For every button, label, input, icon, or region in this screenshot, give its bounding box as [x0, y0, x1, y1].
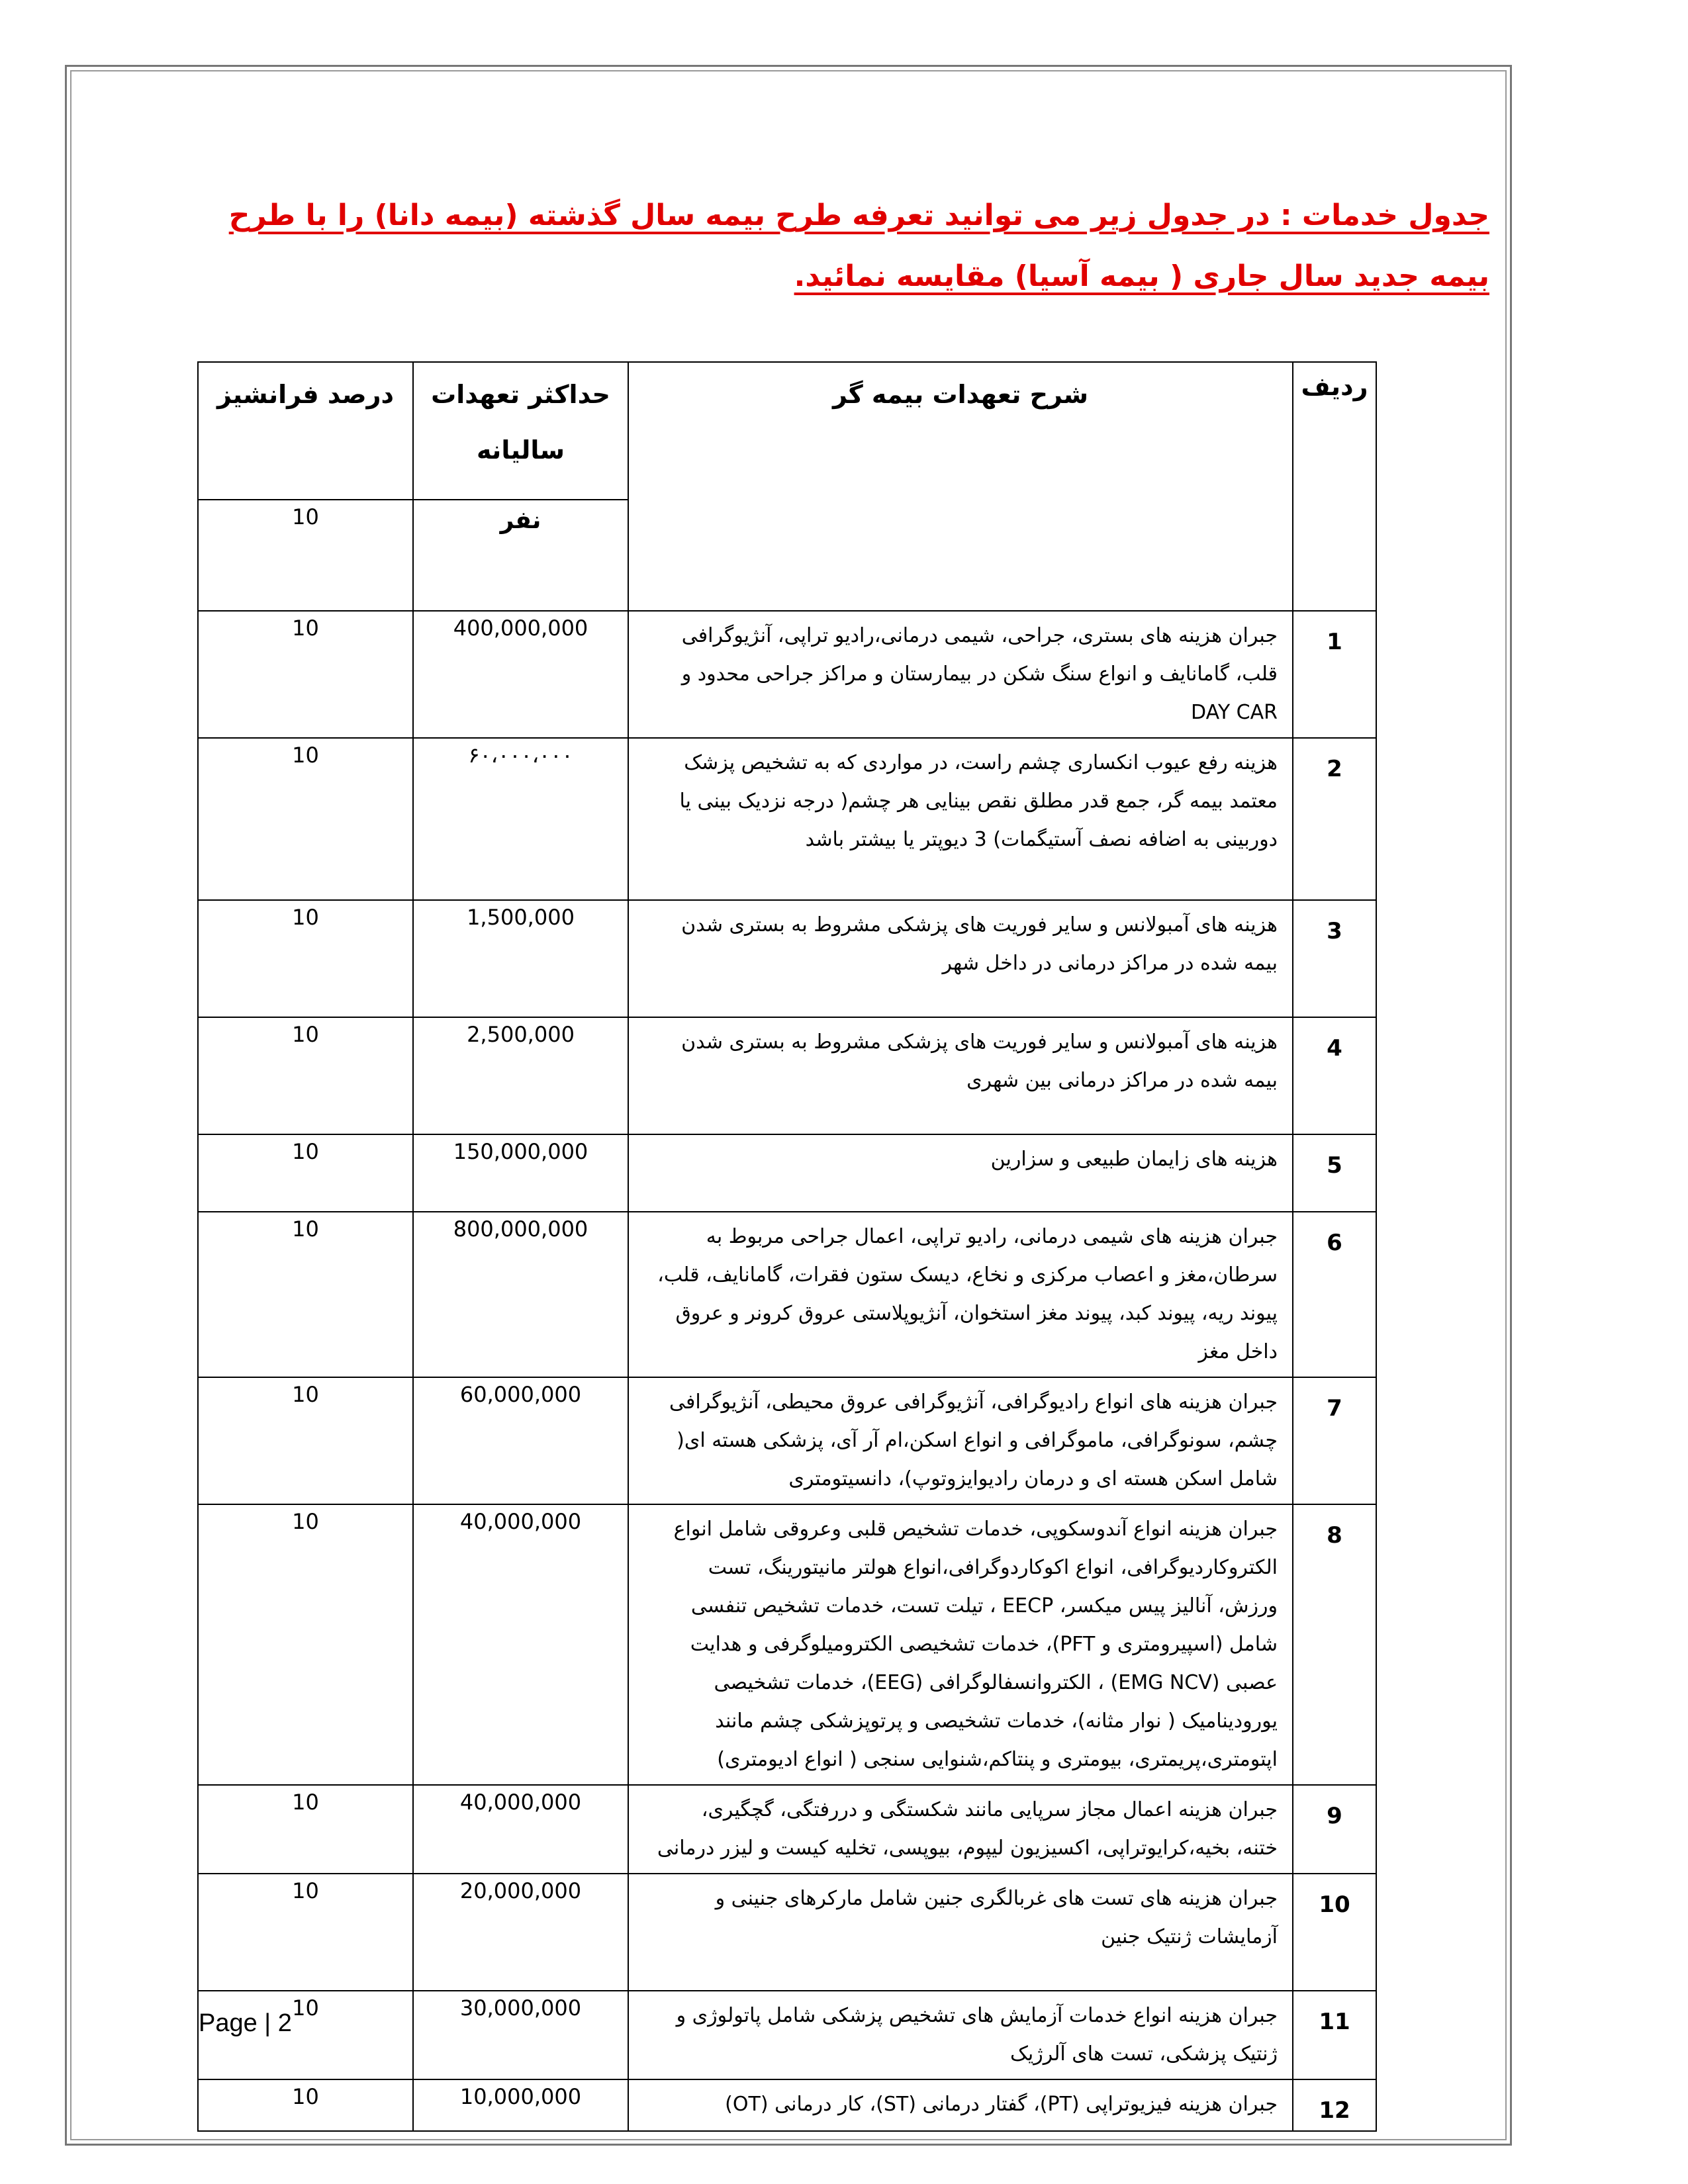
row-franchise: 10	[198, 1134, 413, 1212]
row-franchise: 10	[198, 1785, 413, 1874]
table-row	[198, 1874, 1376, 1991]
row-max-annual: ۶۰،۰۰۰،۰۰۰	[413, 738, 628, 900]
row-franchise: 10	[198, 1377, 413, 1504]
row-number: 11	[1293, 1991, 1376, 2079]
table-row	[198, 1504, 1376, 1785]
row-description: هزینه های آمبولانس و سایر فوریت های پزشکی مشروط به بستری شدن بیمه شده در مراکز درمانی در داخل شهر	[628, 900, 1293, 1017]
row-description: جبران هزینه های انواع رادیوگرافی، آنژیوگرافی عروق محیطی، آنژیوگرافی چشم، سونوگرافی، ماموگرافی و انواع اسکن،ام آر آی، پزشکی هسته ای( شامل اسکن هسته ای و درمان رادیوایزوتوپ)، دانسیتومتری	[628, 1377, 1293, 1504]
page-footer: Page | 2	[199, 2009, 292, 2037]
row-franchise: 10	[198, 1017, 413, 1134]
page-heading: جدول خدمات : در جدول زیر می توانید تعرفه طرح بیمه سال گذشته (بیمه دانا) را با طرح بیمه جدید سال جاری ( بیمه آسیا) مقایسه نمائید.	[228, 199, 1489, 293]
row-franchise: 10	[198, 1874, 413, 1991]
row-description: جبران هزینه های بستری، جراحی، شیمی درمانی،رادیو تراپی، آنژیوگرافی قلب، گامانایف و انواع سنگ شکن در بیمارستان و مراکز جراحی محدود و DAY CAR	[628, 611, 1293, 738]
row-description: جبران هزینه انواع آندوسکوپی، خدمات تشخیص قلبی وعروقی شامل انواع الکتروکاردیوگرافی، انواع اکوکاردوگرافی،انواع هولتر مانیتورینگ، تست ورزش، آنالیز پیس میکسر، EECP ، تیلت تست، خدمات تشخیص تنفسی شامل (اسپیرومتری و PFT)، خدمات تشخیصی الکترومیلوگرفی و هدایت عصبی (EMG NCV) ، الکتروانسفالوگرافی (EEG)، خدمات تشخیصی یورودینامیک ( نوار مثانه)، خدمات تشخیصی و پرتوپزشکی چشم مانند اپتومتری،پریمتری، بیومتری و پنتاکم،شنوایی سنجی ( انواع ادیومتری)	[628, 1504, 1293, 1785]
table-row	[198, 1134, 1376, 1212]
header-franchise: درصد فرانشیز	[198, 362, 413, 500]
table-row	[198, 2079, 1376, 2131]
header-description: شرح تعهدات بیمه گر	[628, 362, 1293, 611]
row-franchise: 10	[198, 1504, 413, 1785]
row-description: جبران هزینه های شیمی درمانی، رادیو تراپی، اعمال جراحی مربوط به سرطان،مغز و اعصاب مرکزی و نخاع، دیسک ستون فقرات، گامانایف، قلب، پیوند ریه، پیوند کبد، پیوند مغز استخوان، آنژیوپلاستی عروق کرونر و عروق داخل مغز	[628, 1212, 1293, 1377]
row-max-annual: 10,000,000	[413, 2079, 628, 2131]
row-max-annual: 400,000,000	[413, 611, 628, 738]
row-max-annual: 60,000,000	[413, 1377, 628, 1504]
row-franchise: 10	[198, 738, 413, 900]
row-franchise: 10	[198, 1991, 413, 2079]
table-row	[198, 900, 1376, 1017]
row-number: 8	[1293, 1504, 1376, 1785]
row-number: 6	[1293, 1212, 1376, 1377]
row-max-annual: 800,000,000	[413, 1212, 628, 1377]
table-row	[198, 1017, 1376, 1134]
table-row	[198, 611, 1376, 738]
row-franchise: 10	[198, 611, 413, 738]
row-number: 9	[1293, 1785, 1376, 1874]
row-number: 12	[1293, 2079, 1376, 2131]
row-number: 4	[1293, 1017, 1376, 1134]
table-header-row	[198, 362, 1376, 500]
header-max-annual: حداکثر تعهدات سالیانه	[413, 362, 628, 500]
row-number: 5	[1293, 1134, 1376, 1212]
header-row-number: ردیف	[1293, 362, 1376, 611]
row-number: 7	[1293, 1377, 1376, 1504]
table-row	[198, 1991, 1376, 2079]
row-description: جبران هزینه های تست های غربالگری جنین شامل مارکرهای جنینی و آزمایشات ژنتیک جنین	[628, 1874, 1293, 1991]
row-max-annual: 20,000,000	[413, 1874, 628, 1991]
row-description: هزینه رفع عیوب انکساری چشم راست، در مواردی که به تشخیص پزشک معتمد بیمه گر، جمع قدر مطلق نقص بینایی هر چشم( درجه نزدیک بینی یا دوربینی به اضافه نصف آستیگمات) 3 دیوپتر یا بیشتر باشد	[628, 738, 1293, 900]
unit-max-annual: نفر	[413, 500, 628, 611]
row-description: جبران هزینه اعمال مجاز سرپایی مانند شکستگی و دررفتگی، گچگیری، ختنه، بخیه،کرایوتراپی، اکسیزیون لیپوم، بیوپسی، تخلیه کیست و لیزر درمانی	[628, 1785, 1293, 1874]
row-number: 2	[1293, 738, 1376, 900]
table-row	[198, 1785, 1376, 1874]
row-max-annual: 1,500,000	[413, 900, 628, 1017]
table-row	[198, 1212, 1376, 1377]
row-number: 3	[1293, 900, 1376, 1017]
unit-franchise: 10	[198, 500, 413, 611]
row-description: هزینه های آمبولانس و سایر فوریت های پزشکی مشروط به بستری شدن بیمه شده در مراکز درمانی بین شهری	[628, 1017, 1293, 1134]
row-max-annual: 40,000,000	[413, 1785, 628, 1874]
row-franchise: 10	[198, 1212, 413, 1377]
row-number: 10	[1293, 1874, 1376, 1991]
table-row	[198, 738, 1376, 900]
row-max-annual: 30,000,000	[413, 1991, 628, 2079]
row-max-annual: 150,000,000	[413, 1134, 628, 1212]
row-description: جبران هزینه فیزیوتراپی (PT)، گفتار درمانی (ST)، کار درمانی (OT)	[628, 2079, 1293, 2131]
row-number: 1	[1293, 611, 1376, 738]
row-max-annual: 2,500,000	[413, 1017, 628, 1134]
row-max-annual: 40,000,000	[413, 1504, 628, 1785]
table-row	[198, 1377, 1376, 1504]
row-description: هزینه های زایمان طبیعی و سزارین	[628, 1134, 1293, 1212]
services-table	[197, 361, 1377, 2132]
row-franchise: 10	[198, 2079, 413, 2131]
row-franchise: 10	[198, 900, 413, 1017]
row-description: جبران هزینه انواع خدمات آزمایش های تشخیص پزشکی شامل پاتولوژی و ژنتیک پزشکی، تست های آلرژیک	[628, 1991, 1293, 2079]
